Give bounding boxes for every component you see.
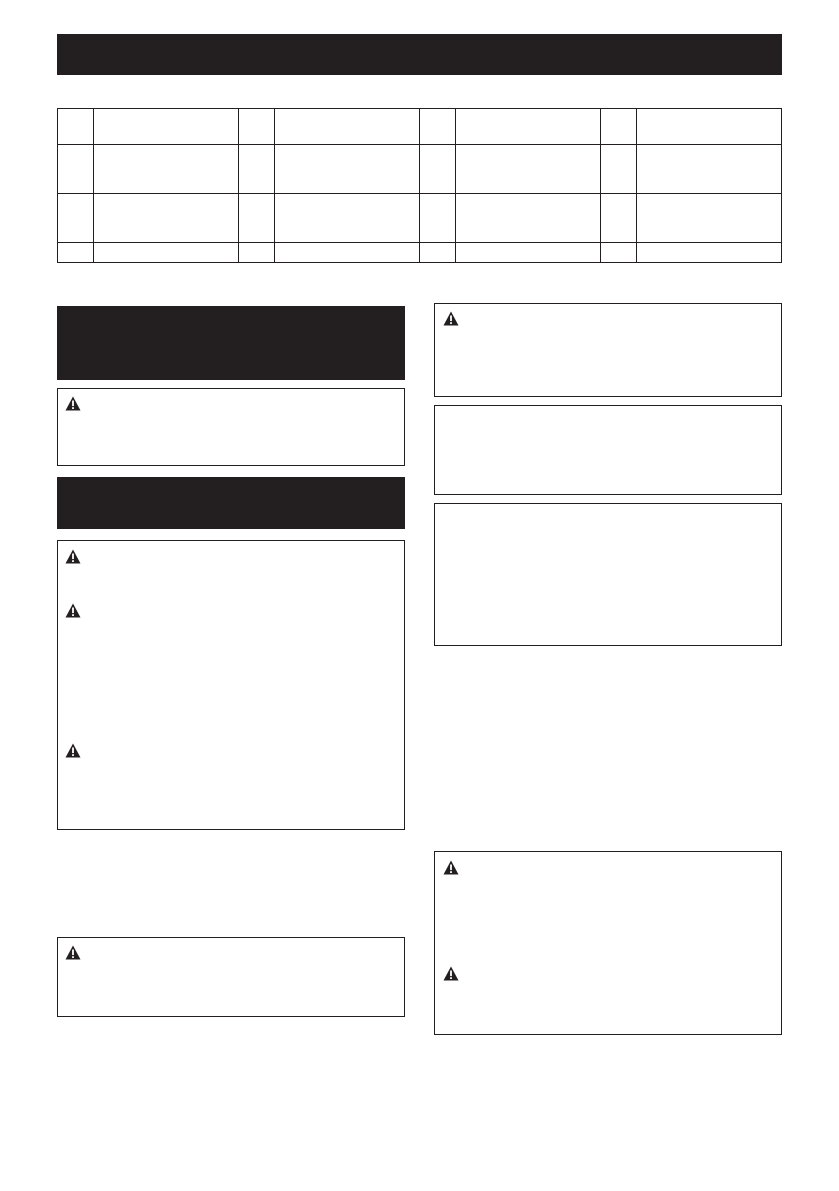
table-cell [275, 145, 420, 194]
page-header-bar [57, 34, 782, 75]
table-cell [94, 145, 239, 194]
table-cell [637, 145, 782, 194]
table-cell [637, 194, 782, 243]
warning-triangle-icon [65, 396, 81, 411]
table-cell [58, 194, 94, 243]
table-cell [275, 243, 420, 263]
table-cell [239, 109, 275, 145]
table-cell [637, 109, 782, 145]
table-cell [239, 243, 275, 263]
table-cell [58, 243, 94, 263]
warning-triangle-icon [65, 603, 81, 618]
table-cell [239, 145, 275, 194]
table-cell [601, 145, 637, 194]
table-row [58, 194, 782, 243]
warning-box [434, 303, 782, 397]
table-cell [420, 194, 456, 243]
table-cell [601, 243, 637, 263]
table-cell [275, 194, 420, 243]
table-cell [94, 243, 239, 263]
table-cell [420, 109, 456, 145]
table-cell [58, 145, 94, 194]
table-cell [456, 243, 601, 263]
table-cell [601, 194, 637, 243]
note-box [434, 503, 782, 646]
section-heading-1 [57, 306, 405, 380]
table-cell [456, 194, 601, 243]
warning-triangle-icon [65, 743, 81, 758]
table-cell [456, 145, 601, 194]
table-cell [601, 109, 637, 145]
body-text-block [434, 660, 782, 840]
section-heading-2 [57, 477, 405, 529]
note-box [434, 405, 782, 495]
warning-triangle-icon [443, 860, 459, 875]
table-cell [94, 194, 239, 243]
warning-box [434, 851, 782, 1035]
warning-triangle-icon [443, 966, 459, 981]
warning-box [57, 937, 405, 1017]
parts-table [57, 108, 782, 263]
warning-box [57, 388, 405, 466]
table-cell [239, 194, 275, 243]
table-cell [420, 243, 456, 263]
warning-triangle-icon [65, 945, 81, 960]
table-cell [456, 109, 601, 145]
warning-triangle-icon [443, 311, 459, 326]
table-cell [94, 109, 239, 145]
table-row [58, 109, 782, 145]
warning-triangle-icon [65, 549, 81, 564]
table-cell [275, 109, 420, 145]
table-cell [420, 145, 456, 194]
warning-box [57, 540, 405, 830]
table-cell [58, 109, 94, 145]
table-row [58, 243, 782, 263]
body-text-block [57, 845, 405, 925]
table-row [58, 145, 782, 194]
table-cell [637, 243, 782, 263]
